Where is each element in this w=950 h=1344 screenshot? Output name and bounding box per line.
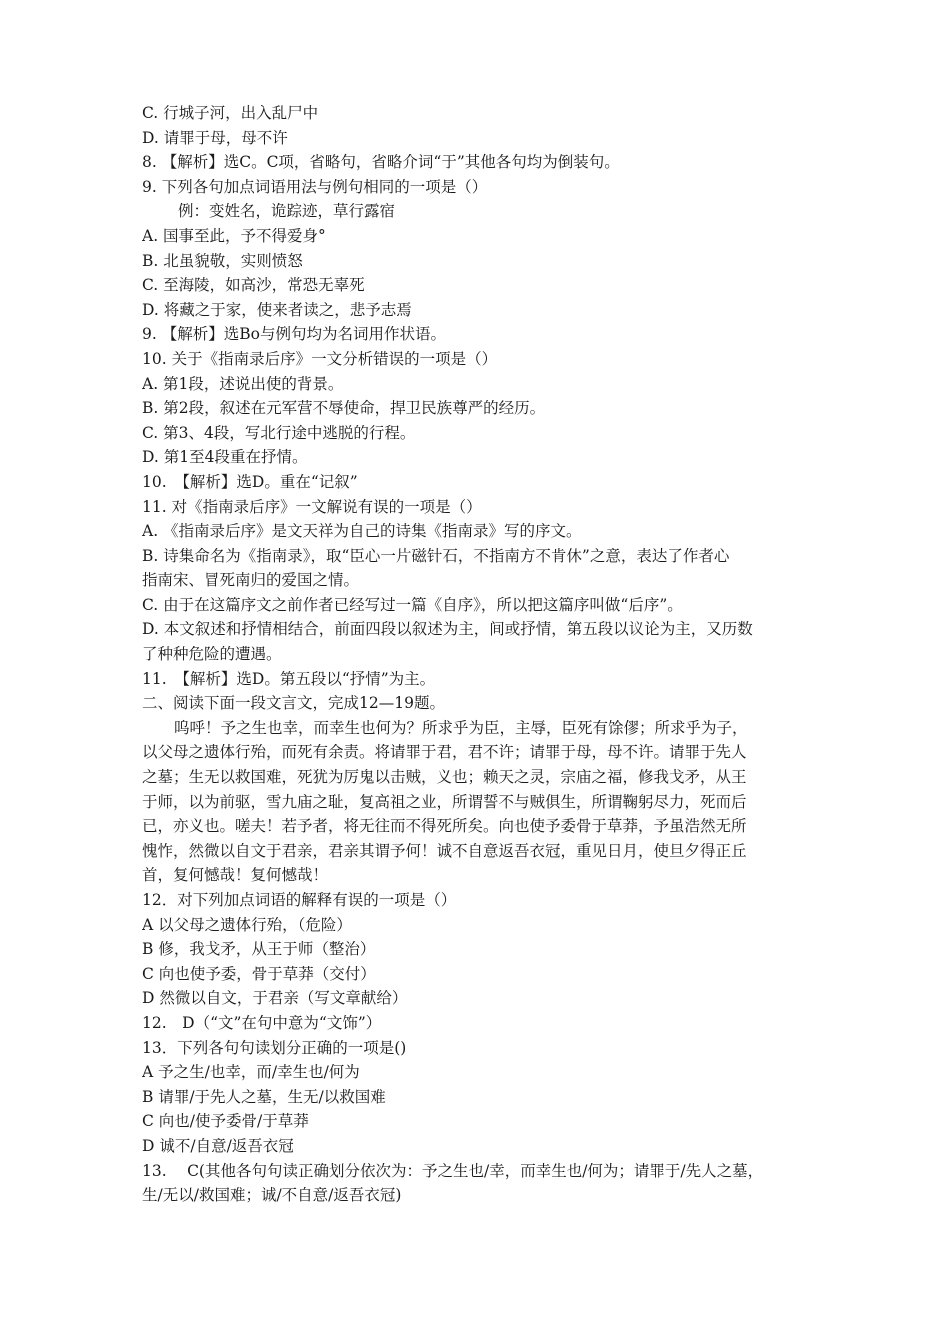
passage-line: 呜呼！予之生也幸，而幸生也何为？所求乎为臣，主辱，臣死有馀僇；所求乎为子， xyxy=(174,718,748,737)
q10-option-c: C. 第3、4段，写北行途中逃脱的行程。 xyxy=(142,423,416,442)
question-13: 13．下列各句句读划分正确的一项是() xyxy=(142,1038,407,1057)
q9-option-c: C. 至海陵，如高沙，常恐无辜死 xyxy=(142,276,365,295)
q12-option-a: A 以父母之遗体行殆，（危险） xyxy=(142,915,352,934)
q10-option-b: B. 第2段，叙述在元军营不辱使命，捍卫民族尊严的经历。 xyxy=(142,399,546,418)
question-12: 12．对下列加点词语的解释有误的一项是（） xyxy=(142,891,457,909)
answer-9: 9. 【解析】选Bo与例句均为名词用作状语。 xyxy=(142,325,446,344)
q11-option-d: D. 本文叙述和抒情相结合，前面四段以叙述为主，间或抒情，第五段以议论为主，又历数 xyxy=(142,620,753,639)
answer-8: 8. 【解析】选C。C项，省略句，省略介词“于”其他各句均为倒装句。 xyxy=(142,153,620,172)
q13-option-d: D 诚不/自意/返吾衣冠 xyxy=(142,1136,294,1155)
q9-option-b: B. 北虽貌敬，实则愤怒 xyxy=(142,251,303,270)
passage-line: 以父母之遗体行殆，而死有余责。将请罪于君，君不许；请罪于母，母不许。请罪于先人 xyxy=(142,743,747,762)
q10-option-a: A. 第1段，述说出使的背景。 xyxy=(142,374,344,393)
answer-11: 11. 【解析】选D。第五段以“抒情”为主。 xyxy=(142,669,436,688)
q11-option-b: B. 诗集命名为《指南录》，取“臣心一片磁针石，不指南方不肯休”之意，表达了作者心 xyxy=(142,546,730,565)
section-two-heading: 二、阅读下面一段文言文，完成12—19题。 xyxy=(142,694,445,713)
passage-line: 于师，以为前驱，雪九庙之耻，复高祖之业，所谓誓不与贼俱生，所谓鞠躬尽力，死而后 xyxy=(142,792,747,811)
document-page xyxy=(142,101,814,1208)
question-9: 9. 下列各句加点词语用法与例句相同的一项是（） xyxy=(142,177,488,196)
passage-line: 之墓；生无以救国难，死犹为厉鬼以击贼，义也；赖天之灵，宗庙之福，修我戈矛，从王 xyxy=(142,768,747,787)
q13-option-a: A 予之生/也幸，而/幸生也/何为 xyxy=(142,1063,360,1082)
option-c-line: C. 行城子河，出入乱尸中 xyxy=(142,104,319,122)
q11-option-b-cont: 指南宋、冒死南归的爱国之情。 xyxy=(142,571,360,590)
answer-10: 10. 【解析】选D。重在“记叙” xyxy=(142,472,358,491)
passage-line: 首，复何憾哉！复何憾哉！ xyxy=(142,866,329,885)
q12-option-c: C 向也使予委，骨于草莽（交付） xyxy=(142,964,376,983)
q13-option-c: C 向也/使予委骨/于草莽 xyxy=(142,1112,309,1131)
example-sentence: 例：变姓名，诡踪迹，草行露宿 xyxy=(178,202,396,221)
q11-option-a: A. 《指南录后序》是文天祥为自己的诗集《指南录》写的序文。 xyxy=(142,522,582,541)
answer-12: 12. D（“文”在句中意为“文饰”） xyxy=(142,1013,382,1032)
q12-option-b: B 修，我戈矛，从王于师（整治） xyxy=(142,940,376,959)
q11-option-c: C. 由于在这篇序文之前作者已经写过一篇《自序》，所以把这篇序叫做“后序”。 xyxy=(142,595,683,614)
q13-option-b: B 请罪/于先人之墓，生无/以救国难 xyxy=(142,1087,386,1106)
answer-13: 13. C(其他各句句读正确划分依次为：予之生也/幸，而幸生也/何为；请罪于/先人之墓， xyxy=(142,1161,764,1180)
question-11: 11. 对《指南录后序》一文解说有误的一项是（） xyxy=(142,497,482,516)
answer-13-cont: 生/无以/救国难；诚/不自意/返吾衣冠) xyxy=(142,1186,402,1205)
q9-option-d: D. 将藏之于家，使来者读之，悲予志焉 xyxy=(142,300,412,319)
q10-option-d: D. 第1至4段重在抒情。 xyxy=(142,448,308,467)
question-10: 10. 关于《指南录后序》一文分析错误的一项是（） xyxy=(142,349,498,368)
q9-option-a: A. 国事至此，予不得爱身° xyxy=(142,226,326,245)
passage-line: 已，亦义也。嗟夫！若予者，将无往而不得死所矣。向也使予委骨于草莽，予虽浩然无所 xyxy=(142,817,747,836)
option-d-line: D. 请罪于母，母不许 xyxy=(142,128,288,147)
q11-option-d-cont: 了种种危险的遭遇。 xyxy=(142,645,282,664)
q12-option-d: D 然微以自文，于君亲（写文章献给） xyxy=(142,989,408,1008)
passage-line: 愧怍，然微以自文于君亲，君亲其谓予何！诚不自意返吾衣冠，重见日月，使旦夕得正丘 xyxy=(142,841,747,860)
